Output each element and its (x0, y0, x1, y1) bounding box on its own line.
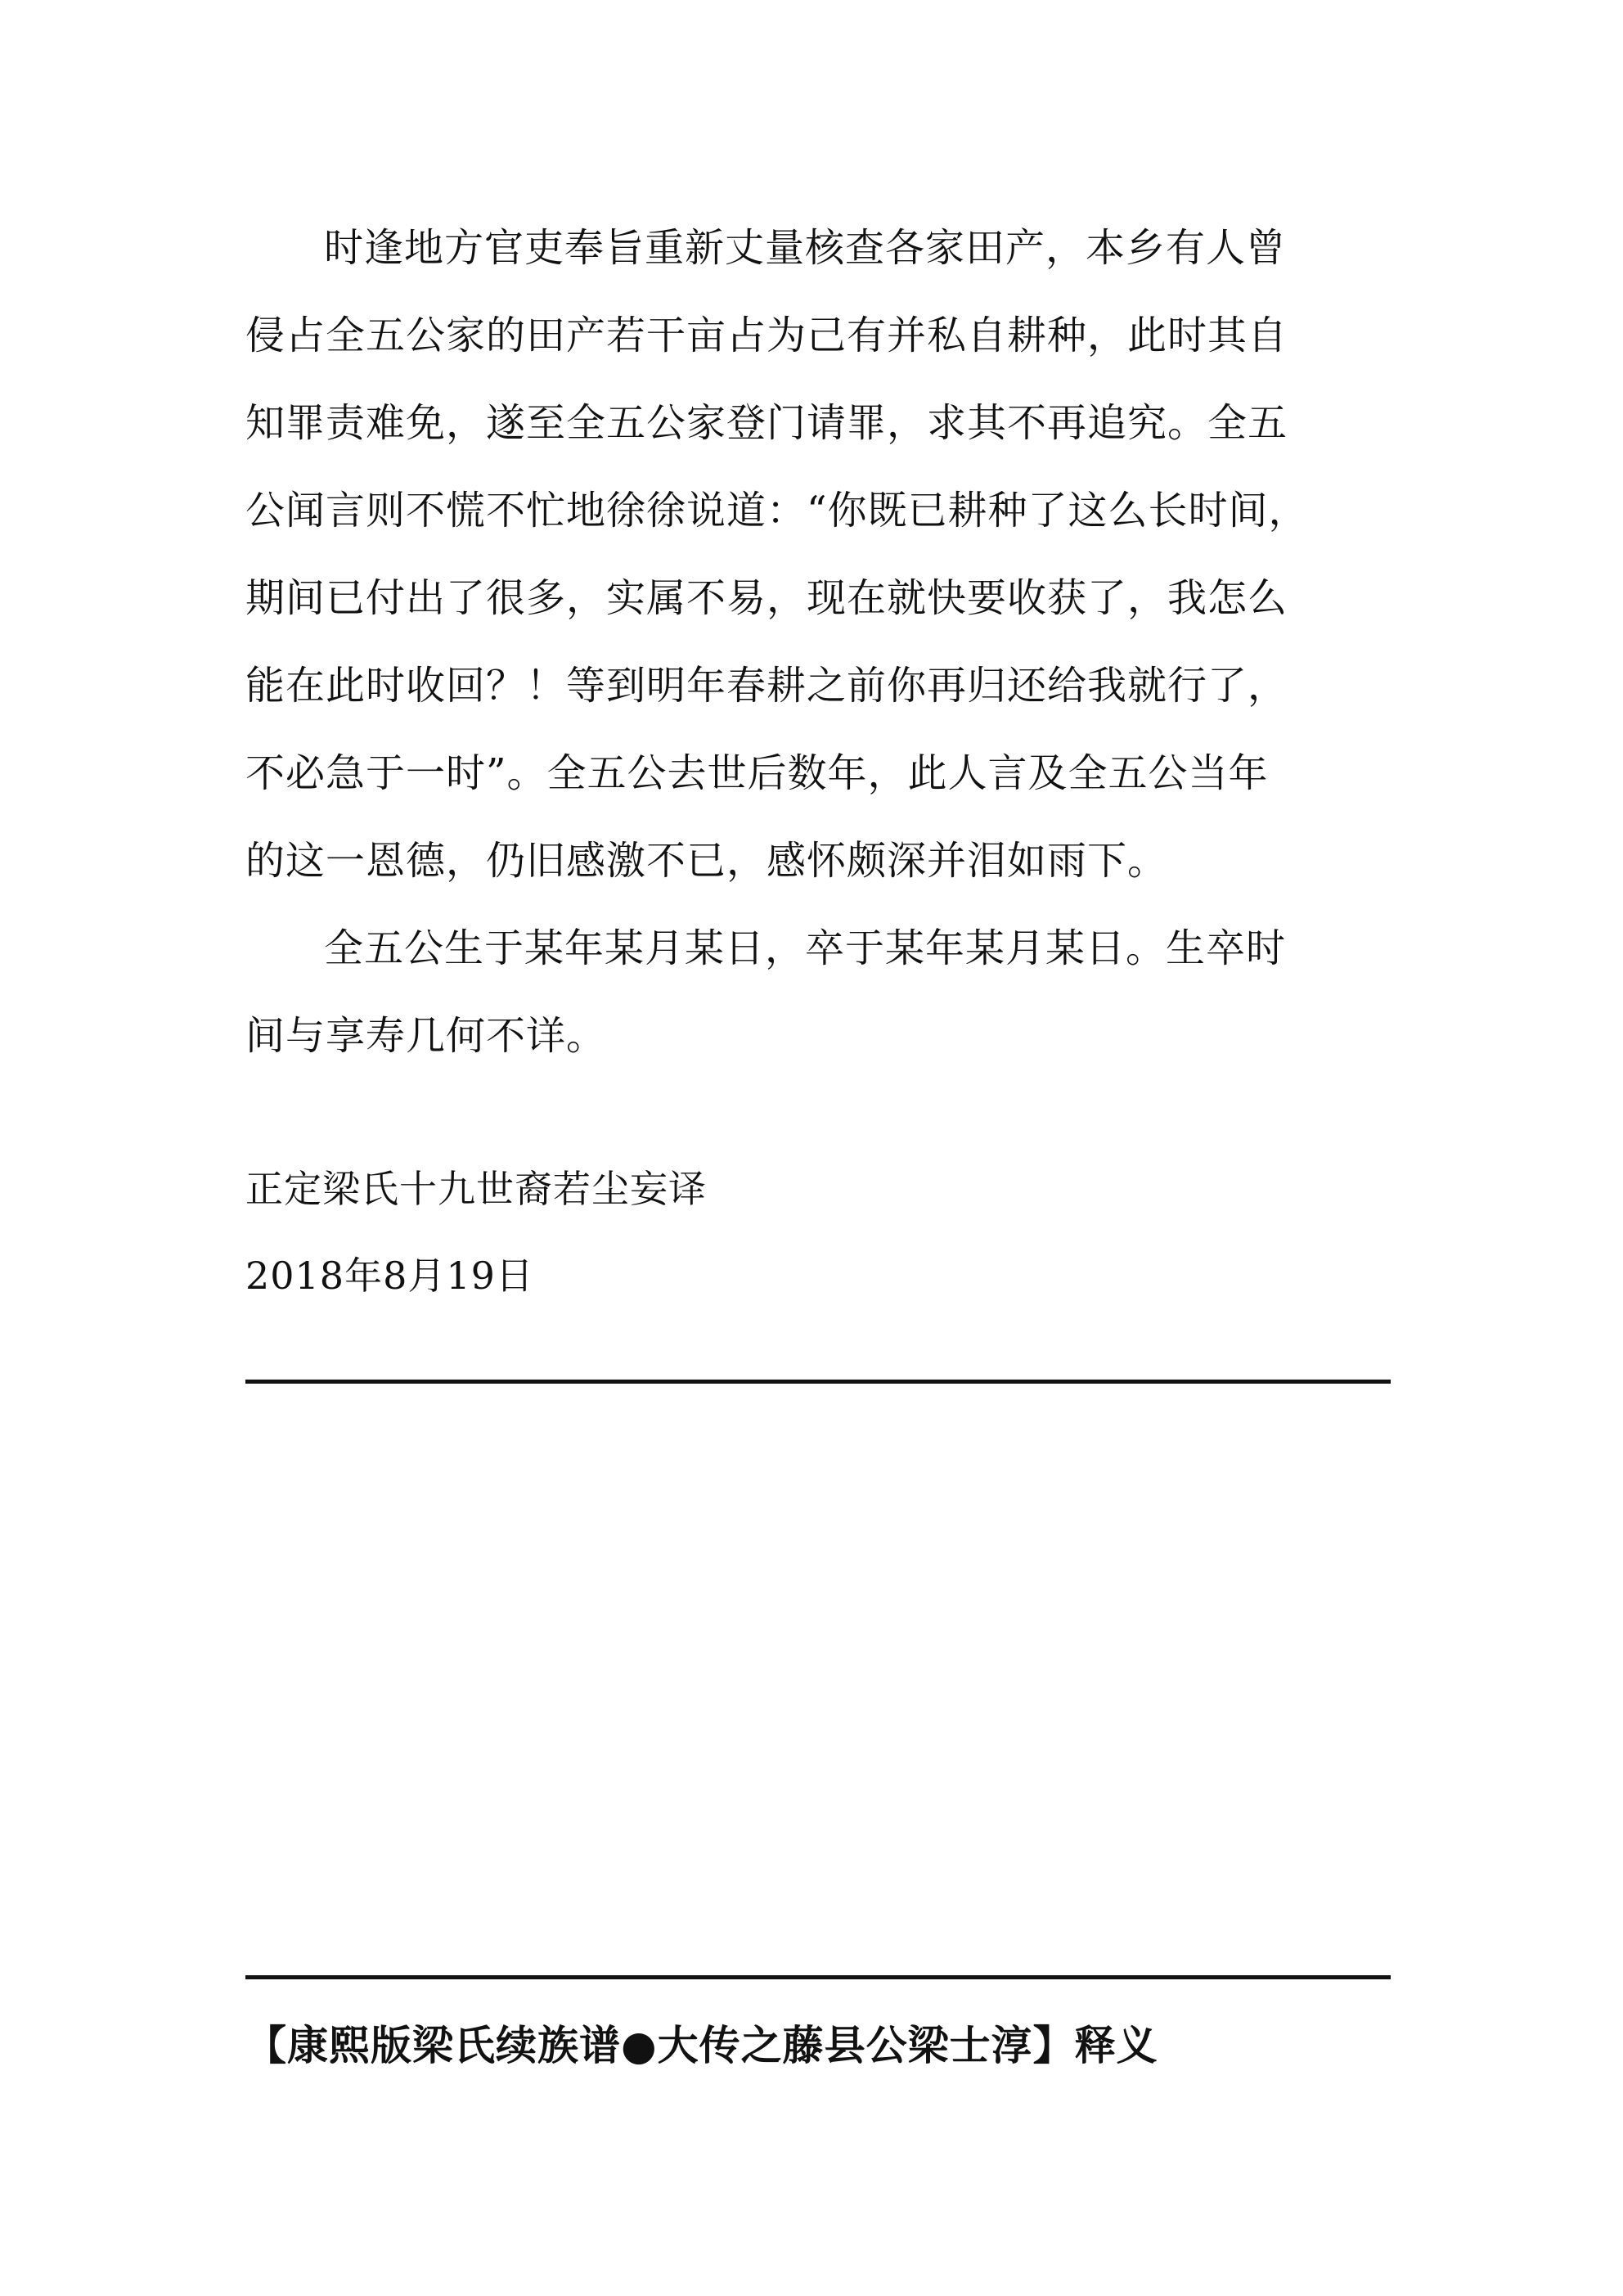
divider-line (245, 1380, 1391, 1384)
paragraph-1 (245, 205, 1391, 905)
text-line: 期间已付出了很多，实属不易，现在就快要收获了，我怎么 (245, 575, 1288, 621)
text-line: 时逢地方官吏奉旨重新丈量核查各家田产，本乡有人曾 (324, 225, 1287, 271)
translator-credit: 正定梁氏十九世裔若尘妄译 (245, 1167, 707, 1211)
paragraph-2 (245, 905, 1391, 1080)
body-text (245, 205, 1391, 1080)
text-line: 知罪责难免，遂至全五公家登门请罪，求其不再追究。全五 (245, 400, 1288, 446)
signature-block (245, 1146, 1391, 1319)
text-line: 公闻言则不慌不忙地徐徐说道：“你既已耕种了这么长时间， (245, 488, 1309, 533)
text-line: 侵占全五公家的田产若干亩占为己有并私自耕种，此时其自 (245, 313, 1288, 358)
footer-divider-line (245, 1975, 1391, 1979)
footer-title: 【康熙版梁氏续族谱●大传之藤县公梁士淳】释义 (245, 2021, 1158, 2069)
text-line: 能在此时收回？！等到明年春耕之前你再归还给我就行了， (245, 663, 1288, 709)
text-line: 的这一恩德，仍旧感激不已，感怀颇深并泪如雨下。 (245, 838, 1168, 884)
text-line: 间与享寿几何不详。 (245, 1013, 607, 1059)
text-line: 不必急于一时”。全五公去世后数年，此人言及全五公当年 (245, 750, 1269, 796)
translation-date: 2018年8月19日 (245, 1254, 534, 1298)
text-line: 全五公生于某年某月某日，卒于某年某月某日。生卒时 (324, 925, 1287, 971)
